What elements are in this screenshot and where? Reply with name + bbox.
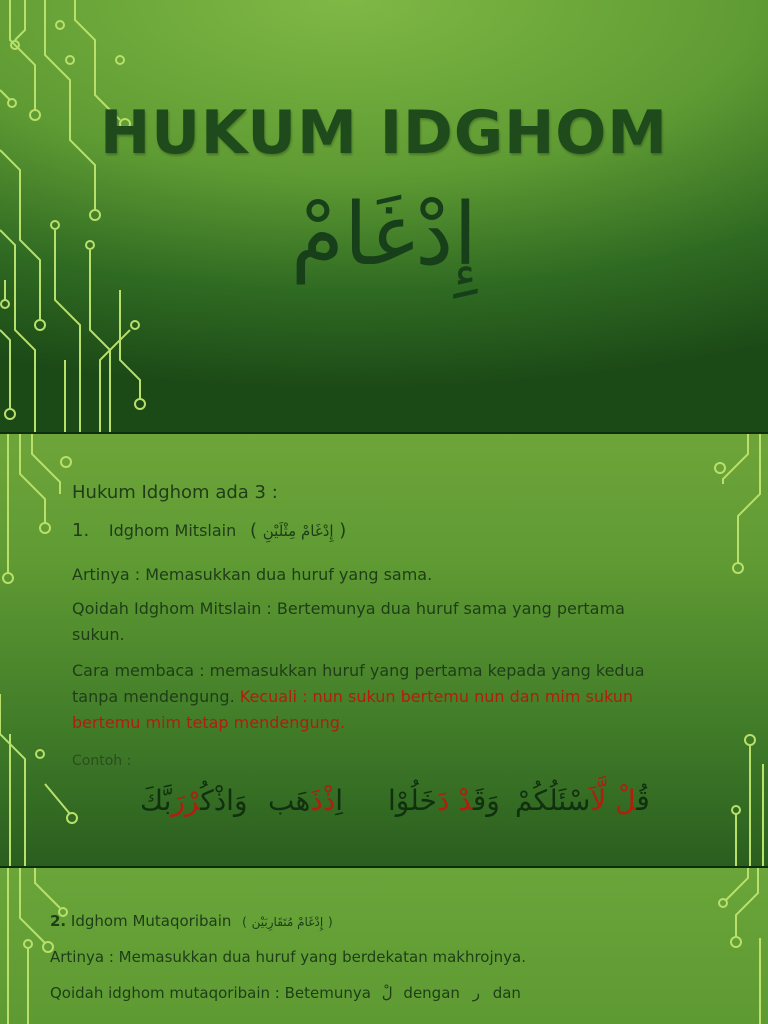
example-2 xyxy=(388,784,500,817)
example-1-post: اَسْئَلُكُمْ xyxy=(515,784,591,817)
contoh-label: Contoh : xyxy=(72,753,132,769)
circuit-decoration-right xyxy=(698,434,768,866)
example-2-highlight: دْ دَ xyxy=(436,784,473,817)
section-number: 2. xyxy=(50,912,67,930)
cara-membaca-text xyxy=(72,658,677,736)
qoidah-letter-lam: لْ xyxy=(381,984,393,1002)
item-number: 1. xyxy=(72,520,90,541)
slide-title-arabic: إِدْغَامْ xyxy=(290,185,478,285)
artinya-text: Artinya : Memasukkan dua huruf yang berdekatan makhrojnya. xyxy=(50,948,526,966)
example-1-pre: قُ xyxy=(636,784,650,817)
section-paren-close: ) xyxy=(327,915,333,929)
item-paren-open: ( xyxy=(249,520,258,541)
circuit-decoration-left xyxy=(0,434,80,866)
qoidah-letter-ra: ر xyxy=(472,984,480,1002)
section-paren-open: ( xyxy=(242,915,247,929)
item-label: Idghom Mitslain xyxy=(108,521,237,540)
qoidah-text xyxy=(50,980,710,1006)
idghom-mutaqoribain-slide xyxy=(0,868,768,1024)
example-4-highlight: رْرَ xyxy=(171,784,201,817)
qoidah-text: Qoidah Idghom Mitslain : Bertemunya dua huruf sama yang pertama sukun. xyxy=(72,599,625,644)
item-arabic: إِدْغَامْ مِثْلَيْنِ xyxy=(262,522,334,540)
section-arabic: إِدْغَامْ مُتَقَارِبَيْن xyxy=(251,915,324,929)
example-3-pre: اِ xyxy=(335,784,343,817)
idghom-mitslain-slide xyxy=(0,434,768,866)
cara-membaca-normal: Cara membaca : memasukkan huruf yang pertama kepada yang kedua tanpa mendengung. xyxy=(72,661,645,706)
example-2-post: خَلُوْا xyxy=(388,784,437,817)
qoidah-mid: dengan xyxy=(403,984,460,1002)
qoidah-post: dan xyxy=(492,984,521,1002)
example-1 xyxy=(515,784,650,817)
artinya-text: Artinya : Memasukkan dua huruf yang sama. xyxy=(72,565,433,584)
list-heading: Hukum Idghom ada 3 : xyxy=(72,482,278,503)
example-4-post: بَّكَ xyxy=(140,784,172,817)
qoidah-pre: Qoidah idghom mutaqoribain : Betemunya xyxy=(50,984,371,1002)
section-heading xyxy=(50,908,333,935)
title-slide xyxy=(0,0,768,432)
cara-membaca-exception: Kecuali : nun sukun bertemu nun dan mim sukun bertemu mim tetap mendengung. xyxy=(72,687,634,732)
example-4-pre: وَاذْكُ xyxy=(200,784,248,817)
example-3-highlight: ذْذَ xyxy=(310,784,336,817)
example-2-pre: وَقَ xyxy=(472,784,500,817)
example-3-post: هَب xyxy=(268,784,311,817)
example-4 xyxy=(140,784,247,817)
list-item-1 xyxy=(72,518,346,544)
example-3 xyxy=(268,784,343,817)
slide-title: HUKUM IDGHOM xyxy=(100,98,668,168)
section-label: Idghom Mutaqoribain xyxy=(66,912,232,930)
example-1-highlight: لْ لَّ xyxy=(590,784,637,817)
item-paren-close: ) xyxy=(339,520,347,541)
